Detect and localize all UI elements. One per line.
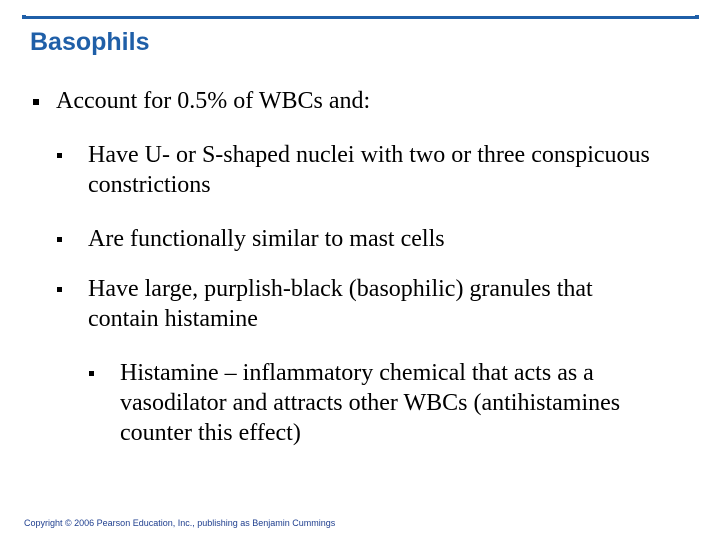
- bullet-text: Histamine – inflammatory chemical that acts as a vasodilator and attracts other WBCs (antihistamines counter this effect): [120, 360, 621, 446]
- bullet-text: Have large, purplish-black (basophilic) granules that contain histamine: [88, 276, 593, 332]
- square-bullet-icon: [57, 287, 62, 292]
- rule-endcap-left: [22, 15, 26, 19]
- square-bullet-icon: [89, 371, 94, 376]
- bullet-text: Account for 0.5% of WBCs and:: [56, 88, 371, 114]
- bullet-item: [57, 140, 668, 200]
- bullet-item: [89, 358, 680, 448]
- square-bullet-icon: [33, 99, 39, 105]
- title-rule: [24, 16, 698, 19]
- bullet-text: Have U- or S-shaped nuclei with two or three conspicuous constrictions: [88, 142, 650, 198]
- bullet-item: [57, 274, 668, 334]
- rule-endcap-right: [695, 15, 699, 19]
- bullet-item: [33, 86, 370, 116]
- square-bullet-icon: [57, 153, 62, 158]
- bullet-item: [57, 224, 668, 254]
- copyright-footer: Copyright © 2006 Pearson Education, Inc., publishing as Benjamin Cummings: [24, 518, 336, 528]
- square-bullet-icon: [57, 237, 62, 242]
- bullet-text: Are functionally similar to mast cells: [88, 226, 445, 252]
- slide-title: Basophils: [30, 28, 150, 56]
